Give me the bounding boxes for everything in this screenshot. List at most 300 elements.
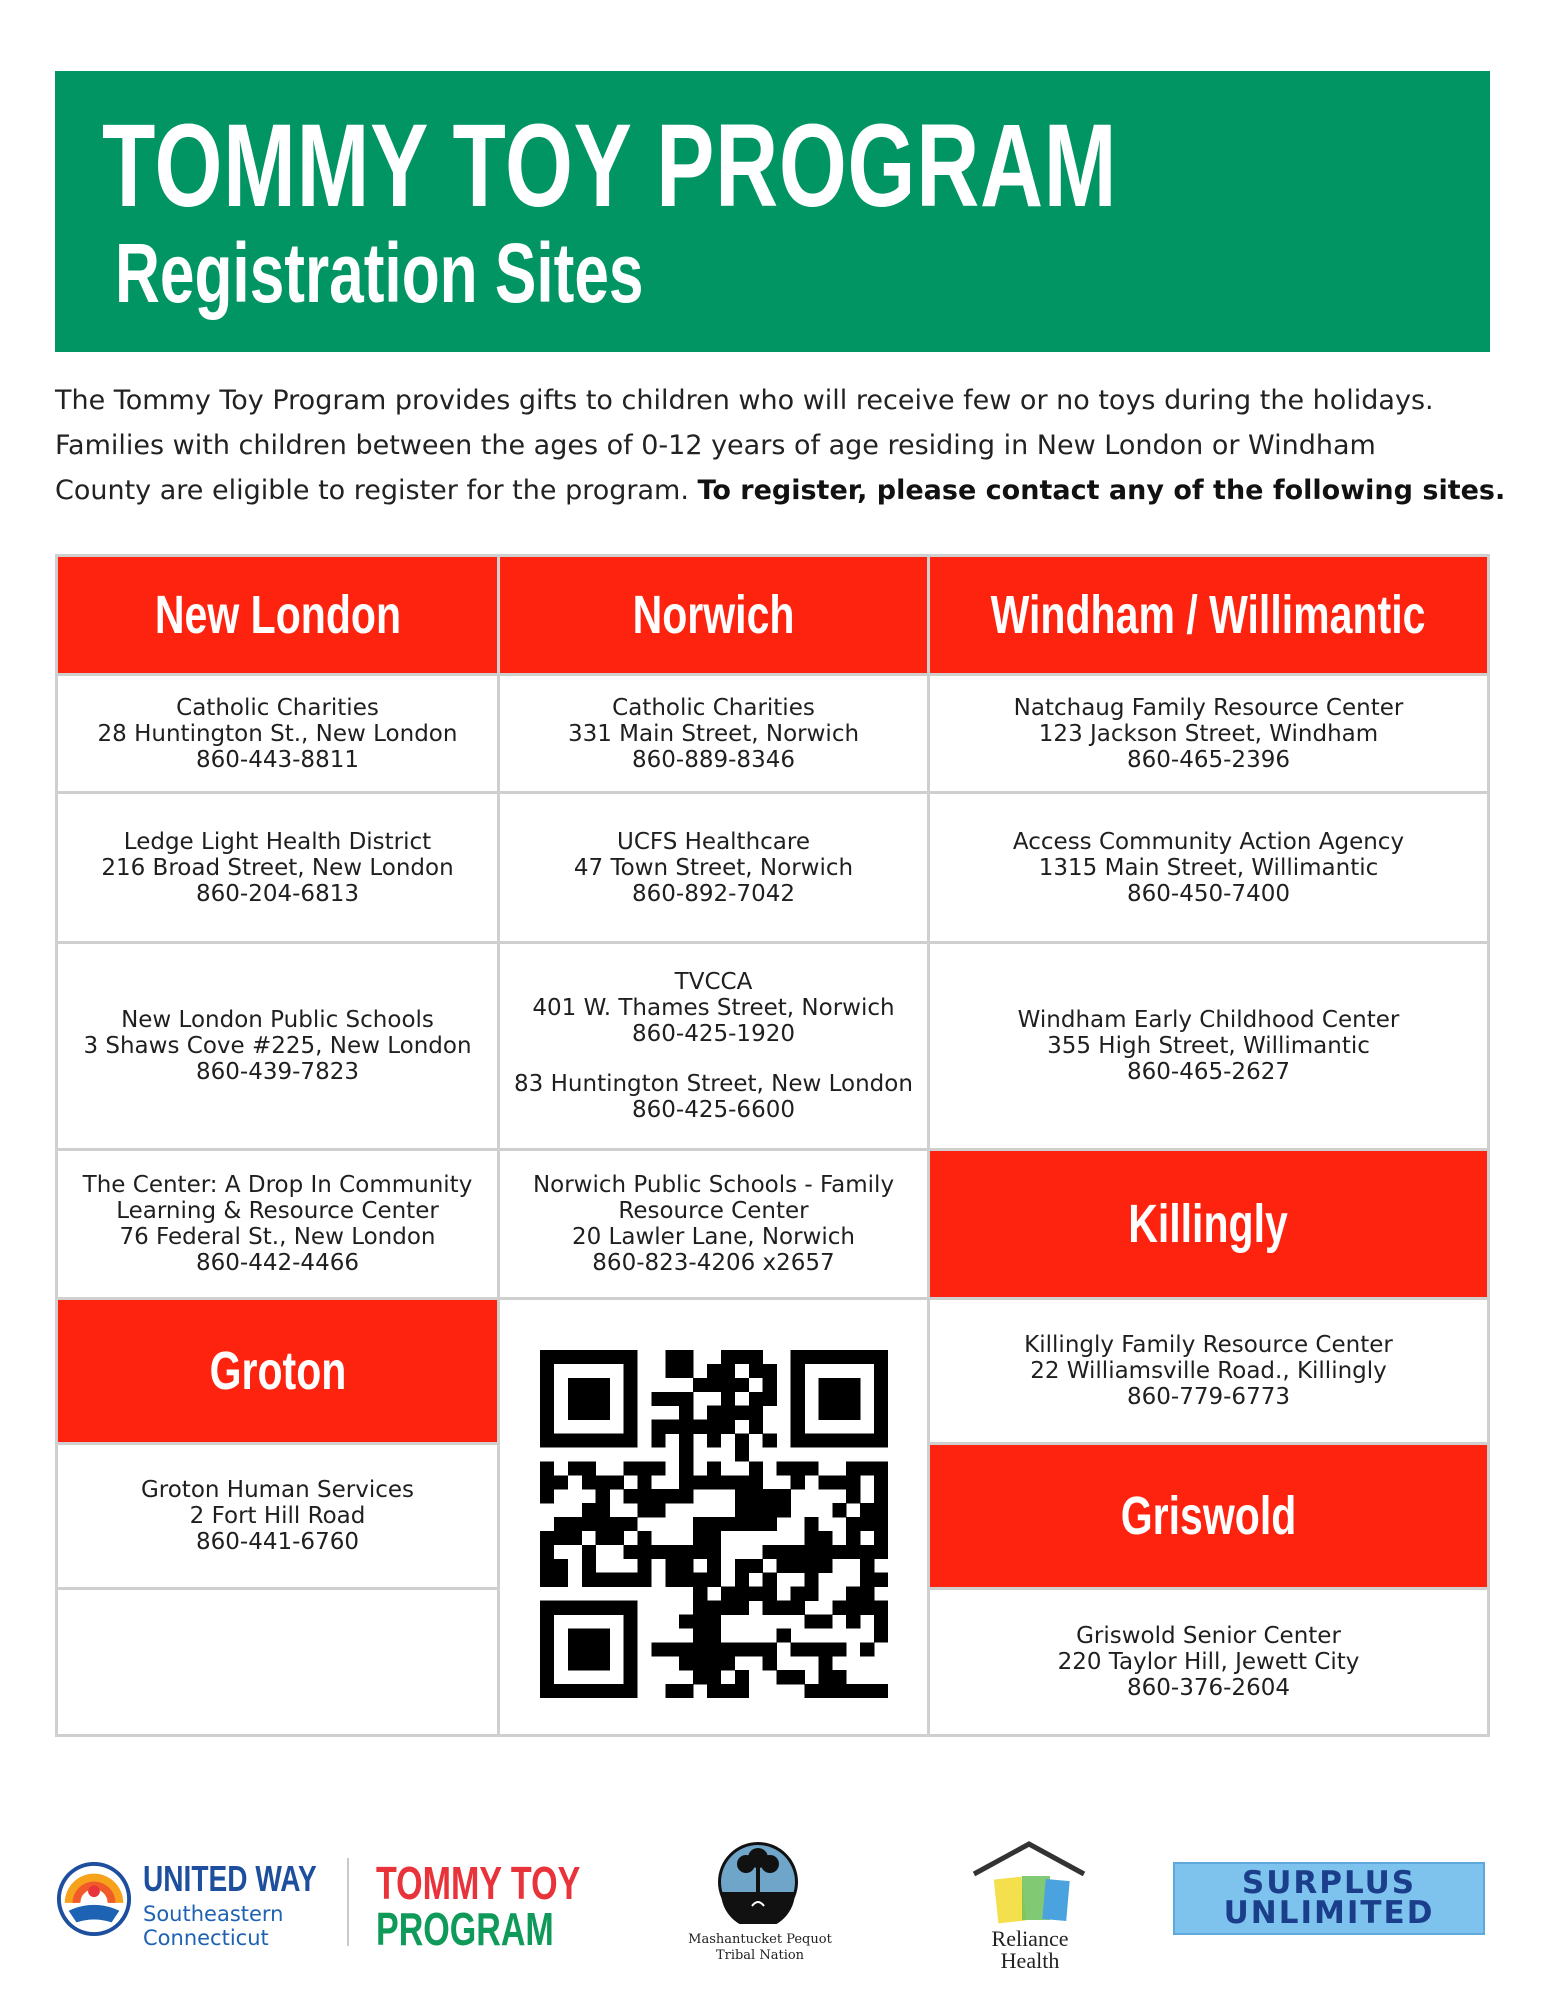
site-name: Groton Human Services [140,1477,415,1503]
qr-module [568,1628,582,1642]
qr-module [763,1517,777,1531]
qr-module [749,1489,763,1503]
qr-module [693,1642,707,1656]
qr-module [804,1461,818,1475]
qr-module [721,1420,735,1434]
qr-module [651,1503,665,1517]
qr-module [610,1475,624,1489]
qr-module [651,1392,665,1406]
qr-module [568,1684,582,1698]
qr-module [846,1684,860,1698]
site-new-london-catholic-charities [55,673,500,794]
site-griswold-senior-center [927,1587,1490,1737]
qr-module [735,1350,749,1364]
qr-module [846,1461,860,1475]
qr-module [679,1392,693,1406]
qr-module [874,1531,888,1545]
site-access-community-action [927,791,1490,944]
qr-module [582,1378,596,1392]
qr-module [693,1614,707,1628]
qr-module [707,1545,721,1559]
intro-line-plain: County are eligible to register for the program. [55,475,698,506]
site-natchaug [927,673,1490,794]
qr-module [707,1614,721,1628]
intro-line: Families with children between the ages of 0-12 years of age residing in New London or Windham [55,430,1376,461]
qr-module [707,1684,721,1698]
page-title: TOMMY TOY PROGRAM [102,100,1118,232]
qr-module [554,1531,568,1545]
site-name: UCFS Healthcare [617,828,810,855]
qr-module [832,1378,846,1392]
caption-line: Health [1000,1948,1060,1973]
header-label: New London [154,585,401,645]
qr-module [624,1489,638,1503]
qr-module [665,1392,679,1406]
qr-module [540,1684,554,1698]
qr-module [707,1642,721,1656]
qr-module [679,1350,693,1364]
qr-module [540,1614,554,1628]
qr-module [804,1614,818,1628]
qr-module [749,1559,763,1573]
site-name: Catholic Charities [612,694,815,721]
qr-module [540,1628,554,1642]
qr-module [679,1684,693,1698]
qr-module [665,1684,679,1698]
qr-module [582,1656,596,1670]
qr-module [540,1545,554,1559]
site-phone: 860-823-4206 x2657 [592,1250,835,1276]
surplus-logo-line: SURPLUS [1241,1865,1417,1901]
qr-module [554,1573,568,1587]
qr-module [749,1642,763,1656]
site-name: Griswold Senior Center [1076,1623,1341,1649]
qr-module [721,1364,735,1378]
tommy-toy-logo-line: PROGRAM [376,1903,554,1955]
qr-module [804,1559,818,1573]
qr-module [832,1392,846,1406]
qr-module [777,1503,791,1517]
qr-module [832,1642,846,1656]
page-subtitle: Registration Sites [115,226,644,320]
header-label: Killingly [1128,1194,1289,1254]
site-address: 3 Shaws Cove #225, New London [83,1033,472,1059]
tommy-toy-logo-line: TOMMY TOY [376,1857,581,1909]
qr-module [596,1378,610,1392]
qr-module [568,1656,582,1670]
qr-module [693,1656,707,1670]
header-groton [55,1297,500,1445]
qr-module [540,1670,554,1684]
site-address: 2 Fort Hill Road [189,1503,366,1529]
header-label: Griswold [1120,1486,1297,1546]
qr-module [791,1406,805,1420]
site-the-center [55,1148,500,1300]
qr-module [721,1601,735,1615]
site-address: 1315 Main Street, Willimantic [1038,854,1379,881]
site-address: 47 Town Street, Norwich [573,854,854,881]
qr-module [818,1656,832,1670]
site-tvcca [497,941,930,1151]
site-name: Learning & Resource Center [116,1198,439,1224]
site-groton-human-services [55,1442,500,1590]
qr-module [651,1489,665,1503]
qr-module [735,1406,749,1420]
surplus-logo-line: UNLIMITED [1223,1895,1435,1931]
qr-module [540,1475,554,1489]
qr-module [874,1392,888,1406]
reliance-health-house-logo-icon [970,1840,1088,1930]
site-name: Natchaug Family Resource Center [1013,694,1404,721]
qr-module [540,1461,554,1475]
header-norwich [497,554,930,676]
qr-module [568,1350,582,1364]
qr-module [582,1684,596,1698]
qr-module [860,1684,874,1698]
qr-module [846,1434,860,1448]
qr-module [791,1364,805,1378]
qr-module [693,1531,707,1545]
qr-module [554,1475,568,1489]
qr-module [707,1434,721,1448]
qr-module [554,1601,568,1615]
qr-module [749,1406,763,1420]
united-way-line: Connecticut [143,1926,269,1950]
qr-module [763,1587,777,1601]
qr-module [763,1489,777,1503]
qr-module [818,1434,832,1448]
qr-module [735,1573,749,1587]
qr-module [540,1350,554,1364]
qr-module [721,1350,735,1364]
qr-module [735,1434,749,1448]
qr-module [624,1642,638,1656]
site-phone: 860-465-2396 [1127,746,1290,773]
qr-module [749,1461,763,1475]
qr-module [791,1545,805,1559]
site-phone: 860-443-8811 [196,746,359,773]
qr-module [568,1601,582,1615]
qr-module [832,1684,846,1698]
qr-module [791,1587,805,1601]
qr-module [596,1656,610,1670]
site-name: Norwich Public Schools - Family [532,1172,895,1198]
qr-module [679,1434,693,1448]
header-label: Windham / Willimantic [991,585,1426,645]
qr-module [651,1642,665,1656]
qr-module [818,1670,832,1684]
qr-module [693,1573,707,1587]
qr-module [874,1434,888,1448]
qr-module [874,1573,888,1587]
qr-module [679,1573,693,1587]
qr-module [707,1628,721,1642]
header-windham-willimantic [927,554,1490,676]
site-phone: 860-779-6773 [1127,1384,1290,1410]
qr-module [749,1350,763,1364]
qr-module [804,1545,818,1559]
qr-module [763,1364,777,1378]
qr-module [777,1461,791,1475]
qr-module [735,1670,749,1684]
qr-module [582,1573,596,1587]
qr-module [735,1601,749,1615]
header-griswold [927,1442,1490,1590]
qr-module [679,1545,693,1559]
site-norwich-public-schools [497,1148,930,1300]
qr-module [582,1406,596,1420]
qr-module [624,1392,638,1406]
qr-module [763,1545,777,1559]
qr-module [707,1670,721,1684]
qr-module [832,1350,846,1364]
qr-module [846,1489,860,1503]
qr-module [818,1475,832,1489]
qr-module [540,1378,554,1392]
qr-module [763,1392,777,1406]
qr-module [637,1489,651,1503]
qr-module [818,1406,832,1420]
qr-module [540,1559,554,1573]
qr-module [596,1434,610,1448]
qr-module [791,1461,805,1475]
qr-module [693,1587,707,1601]
qr-module [610,1531,624,1545]
qr-module [679,1475,693,1489]
qr-module [777,1489,791,1503]
qr-module [624,1573,638,1587]
qr-module [554,1559,568,1573]
qr-module [707,1559,721,1573]
qr-module [832,1670,846,1684]
qr-module [791,1642,805,1656]
site-name: Windham Early Childhood Center [1017,1007,1400,1033]
qr-module [568,1517,582,1531]
qr-module [846,1531,860,1545]
qr-module [651,1545,665,1559]
qr-module [651,1434,665,1448]
qr-module [846,1350,860,1364]
qr-module [610,1573,624,1587]
qr-module [804,1517,818,1531]
qr-module [777,1601,791,1615]
qr-module [721,1684,735,1698]
qr-module [791,1475,805,1489]
qr-module [665,1420,679,1434]
qr-module [804,1642,818,1656]
qr-module [679,1420,693,1434]
qr-module [749,1503,763,1517]
header-label: Norwich [632,585,795,645]
qr-module [874,1350,888,1364]
qr-module [818,1531,832,1545]
qr-module [818,1392,832,1406]
qr-module [846,1475,860,1489]
qr-module [832,1545,846,1559]
qr-module [624,1461,638,1475]
united-way-line: Southeastern [143,1902,284,1926]
qr-module [832,1406,846,1420]
site-name: Resource Center [618,1198,809,1224]
caption-line: Tribal Nation [715,1948,805,1963]
qr-module [693,1545,707,1559]
header-new-london [55,554,500,676]
site-address: 220 Taylor Hill, Jewett City [1057,1649,1360,1675]
qr-module [846,1587,860,1601]
qr-module [665,1364,679,1378]
qr-module [679,1364,693,1378]
site-phone: 860-376-2604 [1127,1675,1290,1701]
qr-module [735,1559,749,1573]
qr-module [693,1378,707,1392]
qr-module [582,1545,596,1559]
qr-module [707,1364,721,1378]
qr-module [582,1350,596,1364]
site-name: Ledge Light Health District [123,828,432,855]
qr-module [874,1364,888,1378]
qr-module [624,1350,638,1364]
qr-module [707,1573,721,1587]
qr-module [596,1503,610,1517]
qr-module [568,1434,582,1448]
qr-module [707,1420,721,1434]
site-ledge-light [55,791,500,944]
site-phone: 860-892-7042 [632,880,795,907]
qr-module [596,1406,610,1420]
qr-module [860,1503,874,1517]
site-name: TVCCA [674,969,753,995]
qr-code[interactable] [540,1350,888,1698]
qr-module [568,1531,582,1545]
qr-module [804,1573,818,1587]
site-name: Killingly Family Resource Center [1024,1332,1393,1358]
qr-module [596,1531,610,1545]
qr-module [763,1434,777,1448]
qr-module [582,1434,596,1448]
qr-module [804,1434,818,1448]
qr-module [707,1601,721,1615]
qr-module [624,1406,638,1420]
site-address: 28 Huntington St., New London [97,720,458,747]
reliance-health-caption [960,1928,1100,1972]
qr-module [624,1517,638,1531]
qr-module [610,1350,624,1364]
qr-module [749,1420,763,1434]
qr-module [554,1434,568,1448]
qr-module [804,1684,818,1698]
qr-module [818,1378,832,1392]
qr-module [665,1559,679,1573]
site-address: 355 High Street, Willimantic [1047,1033,1370,1059]
qr-module [693,1475,707,1489]
mashantucket-caption [672,1932,848,1964]
qr-module [874,1545,888,1559]
site-norwich-catholic-charities [497,673,930,794]
qr-module [749,1587,763,1601]
site-ucfs-healthcare [497,791,930,944]
qr-module [791,1392,805,1406]
qr-module [846,1601,860,1615]
qr-module [568,1392,582,1406]
site-phone: 860-425-1920 [632,1021,795,1047]
site-phone: 860-439-7823 [196,1059,359,1085]
qr-module [749,1475,763,1489]
site-name: Access Community Action Agency [1012,828,1405,855]
qr-module [540,1434,554,1448]
site-killingly-frc [927,1297,1490,1445]
qr-module [860,1350,874,1364]
qr-module [610,1434,624,1448]
site-new-london-public-schools [55,941,500,1151]
qr-module [791,1601,805,1615]
intro-line [55,468,1515,513]
qr-module [596,1489,610,1503]
qr-module [721,1587,735,1601]
site-address: 83 Huntington Street, New London [514,1071,913,1097]
site-name: The Center: A Drop In Community [82,1172,473,1198]
qr-module [679,1461,693,1475]
qr-module [610,1517,624,1531]
qr-module [707,1531,721,1545]
qr-module [679,1489,693,1503]
qr-module [637,1475,651,1489]
qr-module [679,1559,693,1573]
qr-module [582,1475,596,1489]
united-way-logo-icon [55,1860,133,1938]
qr-module [804,1531,818,1545]
site-phone: 860-889-8346 [632,746,795,773]
qr-module [763,1656,777,1670]
qr-module [637,1545,651,1559]
qr-module [610,1601,624,1615]
qr-module [554,1517,568,1531]
qr-module [582,1517,596,1531]
qr-module [860,1461,874,1475]
qr-module [651,1461,665,1475]
qr-module [860,1434,874,1448]
qr-module [554,1684,568,1698]
qr-module [874,1614,888,1628]
qr-module [749,1392,763,1406]
qr-module [665,1350,679,1364]
qr-module [693,1601,707,1615]
qr-module [707,1517,721,1531]
site-address: 401 W. Thames Street, Norwich [532,995,895,1021]
intro-call-to-action: To register, please contact any of the following sites. [697,475,1506,506]
qr-module [624,1378,638,1392]
qr-module [679,1656,693,1670]
qr-module [624,1364,638,1378]
qr-module [832,1434,846,1448]
qr-module [540,1406,554,1420]
qr-module [735,1447,749,1461]
title-banner [55,71,1490,352]
site-address: 123 Jackson Street, Windham [1038,720,1379,747]
qr-module [693,1628,707,1642]
site-phone: 860-442-4466 [196,1250,359,1276]
qr-module [735,1489,749,1503]
qr-module [846,1517,860,1531]
qr-module [582,1628,596,1642]
qr-module [679,1447,693,1461]
qr-module [721,1378,735,1392]
qr-module [846,1406,860,1420]
qr-module [721,1656,735,1670]
qr-module [721,1517,735,1531]
sponsor-footer [0,1840,1545,2000]
qr-module [721,1475,735,1489]
qr-module [874,1406,888,1420]
